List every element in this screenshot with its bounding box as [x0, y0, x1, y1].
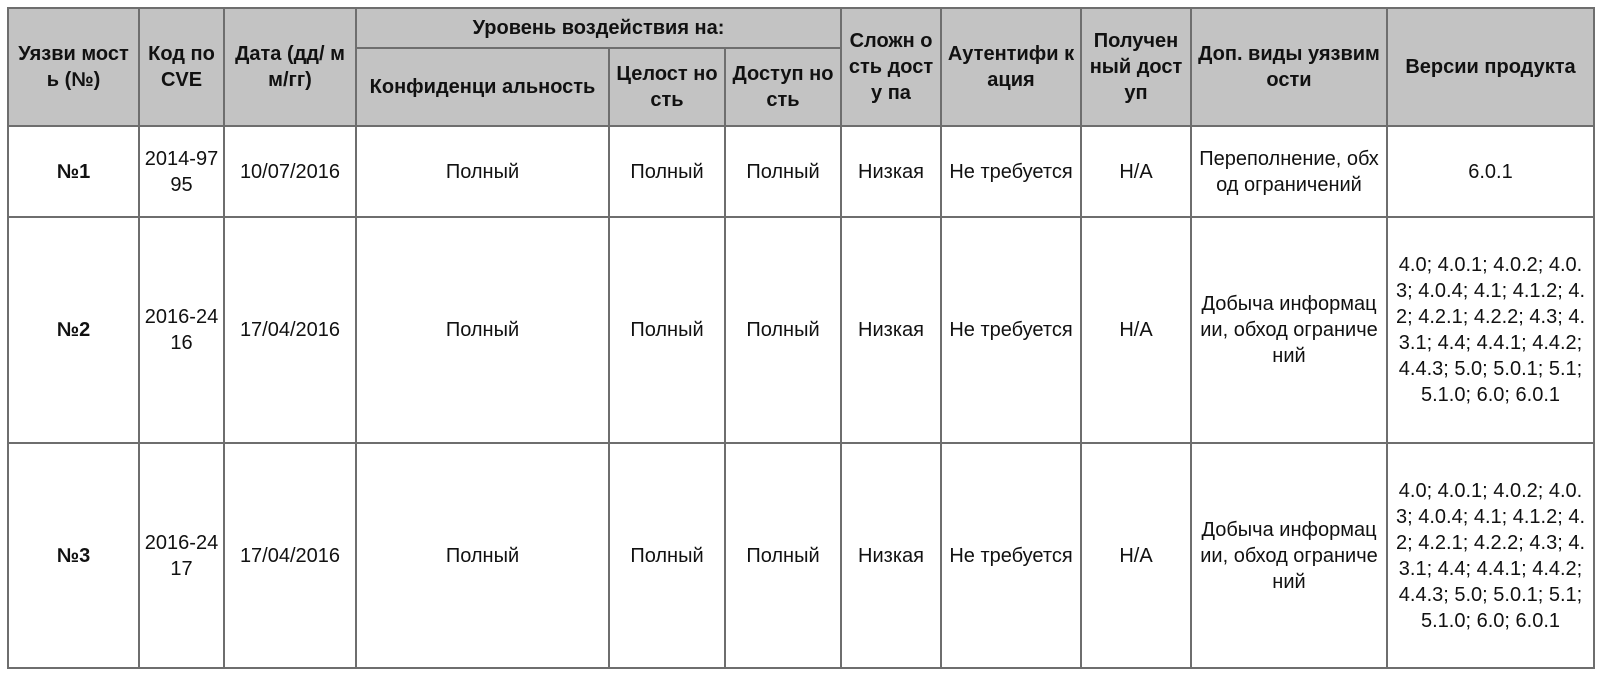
- cell-date: 10/07/2016: [224, 126, 356, 217]
- cell-versions: 4.0; 4.0.1; 4.0.2; 4.0.3; 4.0.4; 4.1; 4.1.2; 4.2; 4.2.1; 4.2.2; 4.3; 4.3.1; 4.4; 4.4.1; 4.4.2; 4.4.3; 5.0; 5.0.1; 5.1; 5.1.0; 6.0; 6.0.1: [1387, 217, 1594, 443]
- cell-cve: 2014-9795: [139, 126, 224, 217]
- header-access-gained: Получен ный доступ: [1081, 8, 1191, 126]
- cell-integrity: Полный: [609, 126, 725, 217]
- cell-extra-types: Переполнение, обход ограничений: [1191, 126, 1387, 217]
- cell-extra-types: Добыча информации, обход ограничений: [1191, 443, 1387, 668]
- cell-confidentiality: Полный: [356, 126, 609, 217]
- table-row: [8, 443, 1594, 668]
- cell-vuln-no: №1: [8, 126, 139, 217]
- cell-availability: Полный: [725, 126, 841, 217]
- cell-integrity: Полный: [609, 217, 725, 443]
- cell-extra-types: Добыча информации, обход ограничений: [1191, 217, 1387, 443]
- cell-confidentiality: Полный: [356, 443, 609, 668]
- cell-access-gained: Н/А: [1081, 443, 1191, 668]
- cell-vuln-no: №3: [8, 443, 139, 668]
- header-complexity: Сложн ость досту па: [841, 8, 941, 126]
- header-authentication: Аутентифи кация: [941, 8, 1081, 126]
- cell-complexity: Низкая: [841, 217, 941, 443]
- cell-integrity: Полный: [609, 443, 725, 668]
- header-integrity: Целост ность: [609, 48, 725, 126]
- cell-availability: Полный: [725, 217, 841, 443]
- header-date: Дата (дд/ мм/гг): [224, 8, 356, 126]
- cell-confidentiality: Полный: [356, 217, 609, 443]
- cell-vuln-no: №2: [8, 217, 139, 443]
- cell-date: 17/04/2016: [224, 217, 356, 443]
- table-row: [8, 126, 1594, 217]
- cell-complexity: Низкая: [841, 126, 941, 217]
- header-impact-group: Уровень воздействия на:: [356, 8, 841, 48]
- header-cve: Код по CVE: [139, 8, 224, 126]
- cell-cve: 2016-2416: [139, 217, 224, 443]
- cell-cve: 2016-2417: [139, 443, 224, 668]
- cell-authentication: Не требуется: [941, 217, 1081, 443]
- table-header: [8, 8, 1594, 126]
- header-versions: Версии продукта: [1387, 8, 1594, 126]
- cell-date: 17/04/2016: [224, 443, 356, 668]
- header-availability: Доступ ность: [725, 48, 841, 126]
- cell-complexity: Низкая: [841, 443, 941, 668]
- cell-versions: 4.0; 4.0.1; 4.0.2; 4.0.3; 4.0.4; 4.1; 4.1.2; 4.2; 4.2.1; 4.2.2; 4.3; 4.3.1; 4.4; 4.4.1; 4.4.2; 4.4.3; 5.0; 5.0.1; 5.1; 5.1.0; 6.0; 6.0.1: [1387, 443, 1594, 668]
- header-extra-types: Доп. виды уязвимости: [1191, 8, 1387, 126]
- vulnerability-table: [7, 7, 1595, 669]
- header-vuln-no: Уязви мость (№): [8, 8, 139, 126]
- header-confidentiality: Конфиденци альность: [356, 48, 609, 126]
- table-row: [8, 217, 1594, 443]
- cell-access-gained: Н/А: [1081, 126, 1191, 217]
- cell-authentication: Не требуется: [941, 443, 1081, 668]
- cell-availability: Полный: [725, 443, 841, 668]
- table-body: [8, 126, 1594, 668]
- cell-authentication: Не требуется: [941, 126, 1081, 217]
- cell-versions: 6.0.1: [1387, 126, 1594, 217]
- cell-access-gained: Н/А: [1081, 217, 1191, 443]
